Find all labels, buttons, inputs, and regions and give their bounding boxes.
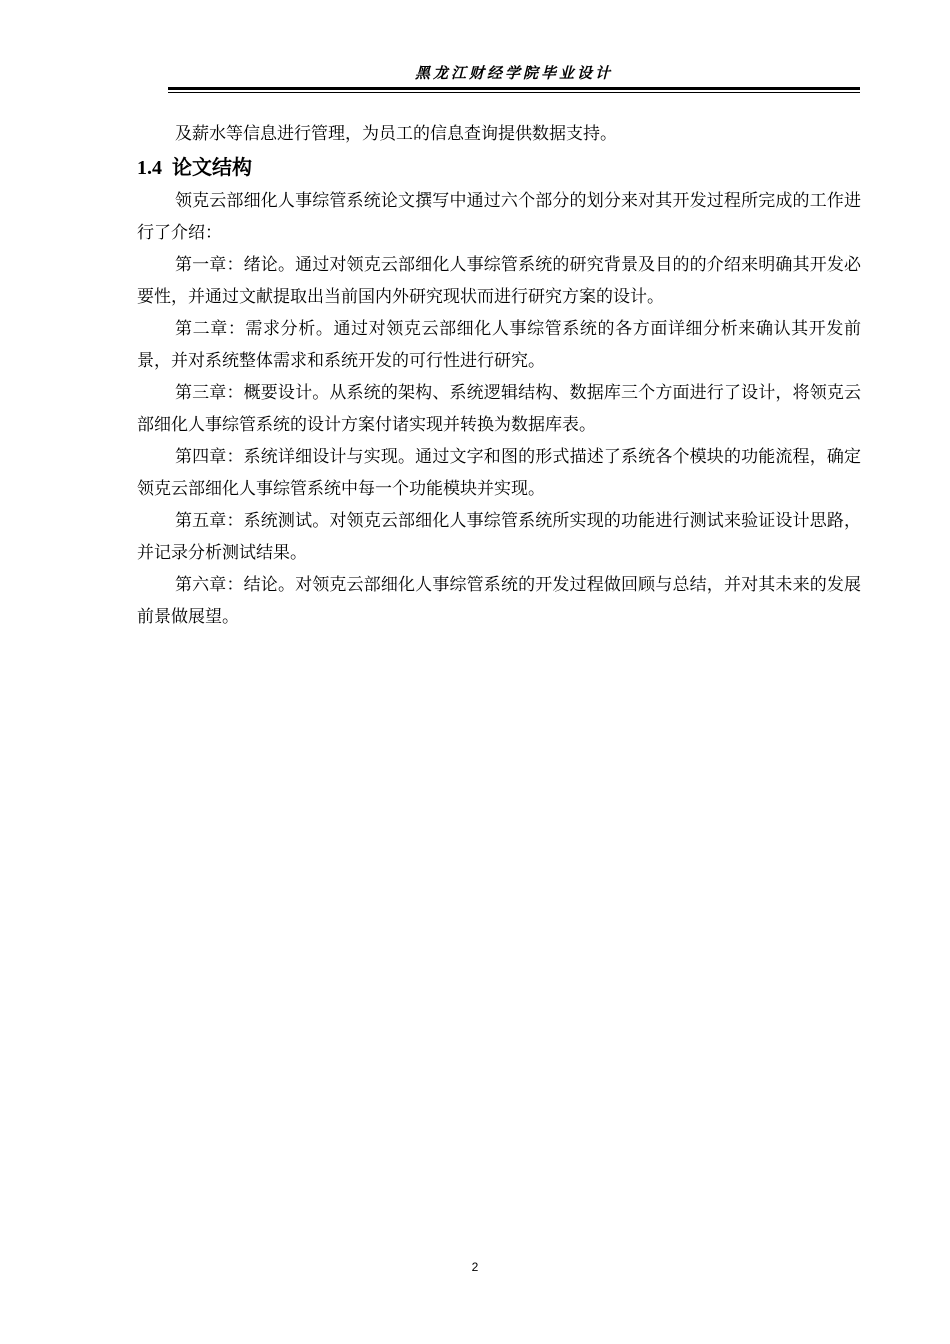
- chapter-2-paragraph: [137, 313, 861, 377]
- chapter-description: 描述了系统各个模块的功能流程，确定领克云部细化人事综管系统中每一个功能模块并实现。: [137, 447, 862, 499]
- page-body: [137, 118, 861, 633]
- chapter-description: 领克云部细化人事综管系统的设计方案付诸实现并转换为数据库表。: [137, 383, 862, 435]
- section-number: 1.4: [137, 157, 162, 179]
- chapter-1-paragraph: [137, 249, 861, 313]
- section-heading: [137, 150, 861, 185]
- chapter-description-sans: 对系统整体需求和系统开发的可行性进行研究。: [188, 351, 545, 371]
- chapter-description: 。对领克云部细化人事综管系统所实现的功能进行测试来验证设计思路，并记录分析测试结果。: [137, 511, 862, 563]
- chapter-title: 概要设计: [243, 383, 313, 403]
- chapter-label: 第五章：: [175, 511, 244, 531]
- chapter-description: 领克云部细化人事综管系统: [312, 575, 519, 595]
- header-rule-thick: [168, 87, 860, 90]
- overview-paragraph: 领克云部细化人事综管系统论文撰写中通过六个部分的划分来对其开发过程所完成的工作进行了介绍：: [137, 191, 861, 243]
- chapter-label: 第三章：: [175, 383, 244, 403]
- chapter-description-sans: 。对: [277, 575, 313, 595]
- chapter-title: 结论: [243, 575, 278, 595]
- chapter-6-paragraph: [137, 569, 861, 633]
- chapter-label: 第四章：: [175, 447, 244, 467]
- chapter-description-sans: 。从系统的架构、系统逻辑结构、数据库三个方面进行了设计，将: [312, 383, 810, 403]
- chapter-label: 第一章：: [175, 255, 244, 275]
- chapter-description: 。通过对领克云部细化人事综管系统的研究背景及目的的介绍来明确其开发必要性，并通过文献提取出当前国内外研究现状而进行研究方案的设计。: [137, 255, 862, 307]
- chapter-label: 第六章：: [175, 575, 244, 595]
- chapter-description-sans: 。通过文字和图的形式: [398, 447, 570, 467]
- chapter-4-paragraph: [137, 441, 861, 505]
- chapter-5-paragraph: [137, 505, 861, 569]
- chapter-title: 系统测试: [243, 511, 313, 531]
- chapter-title: 需求分析: [245, 319, 316, 339]
- page-number: 2: [471, 1260, 479, 1274]
- running-header: 黑龙江财经学院毕业设计: [414, 64, 613, 82]
- header-rule-thin: [168, 92, 860, 93]
- chapter-description: 。通过对领克云部细化人事综管系统的各方面详细分析来确认其开发前景，并: [137, 319, 862, 371]
- chapter-title: 绪论: [243, 255, 278, 275]
- intro-continuation: 及薪水等信息进行管理，为员工的信息查询提供数据支持。: [175, 124, 617, 144]
- chapter-title: 系统详细设计与实现: [243, 447, 399, 467]
- chapter-description-sans: 的开发过程做回顾与总结，并对其未来的发展前景做展望。: [137, 575, 862, 627]
- chapter-3-paragraph: [137, 377, 861, 441]
- chapter-label: 第二章：: [175, 319, 246, 339]
- section-title: 论文结构: [172, 155, 252, 179]
